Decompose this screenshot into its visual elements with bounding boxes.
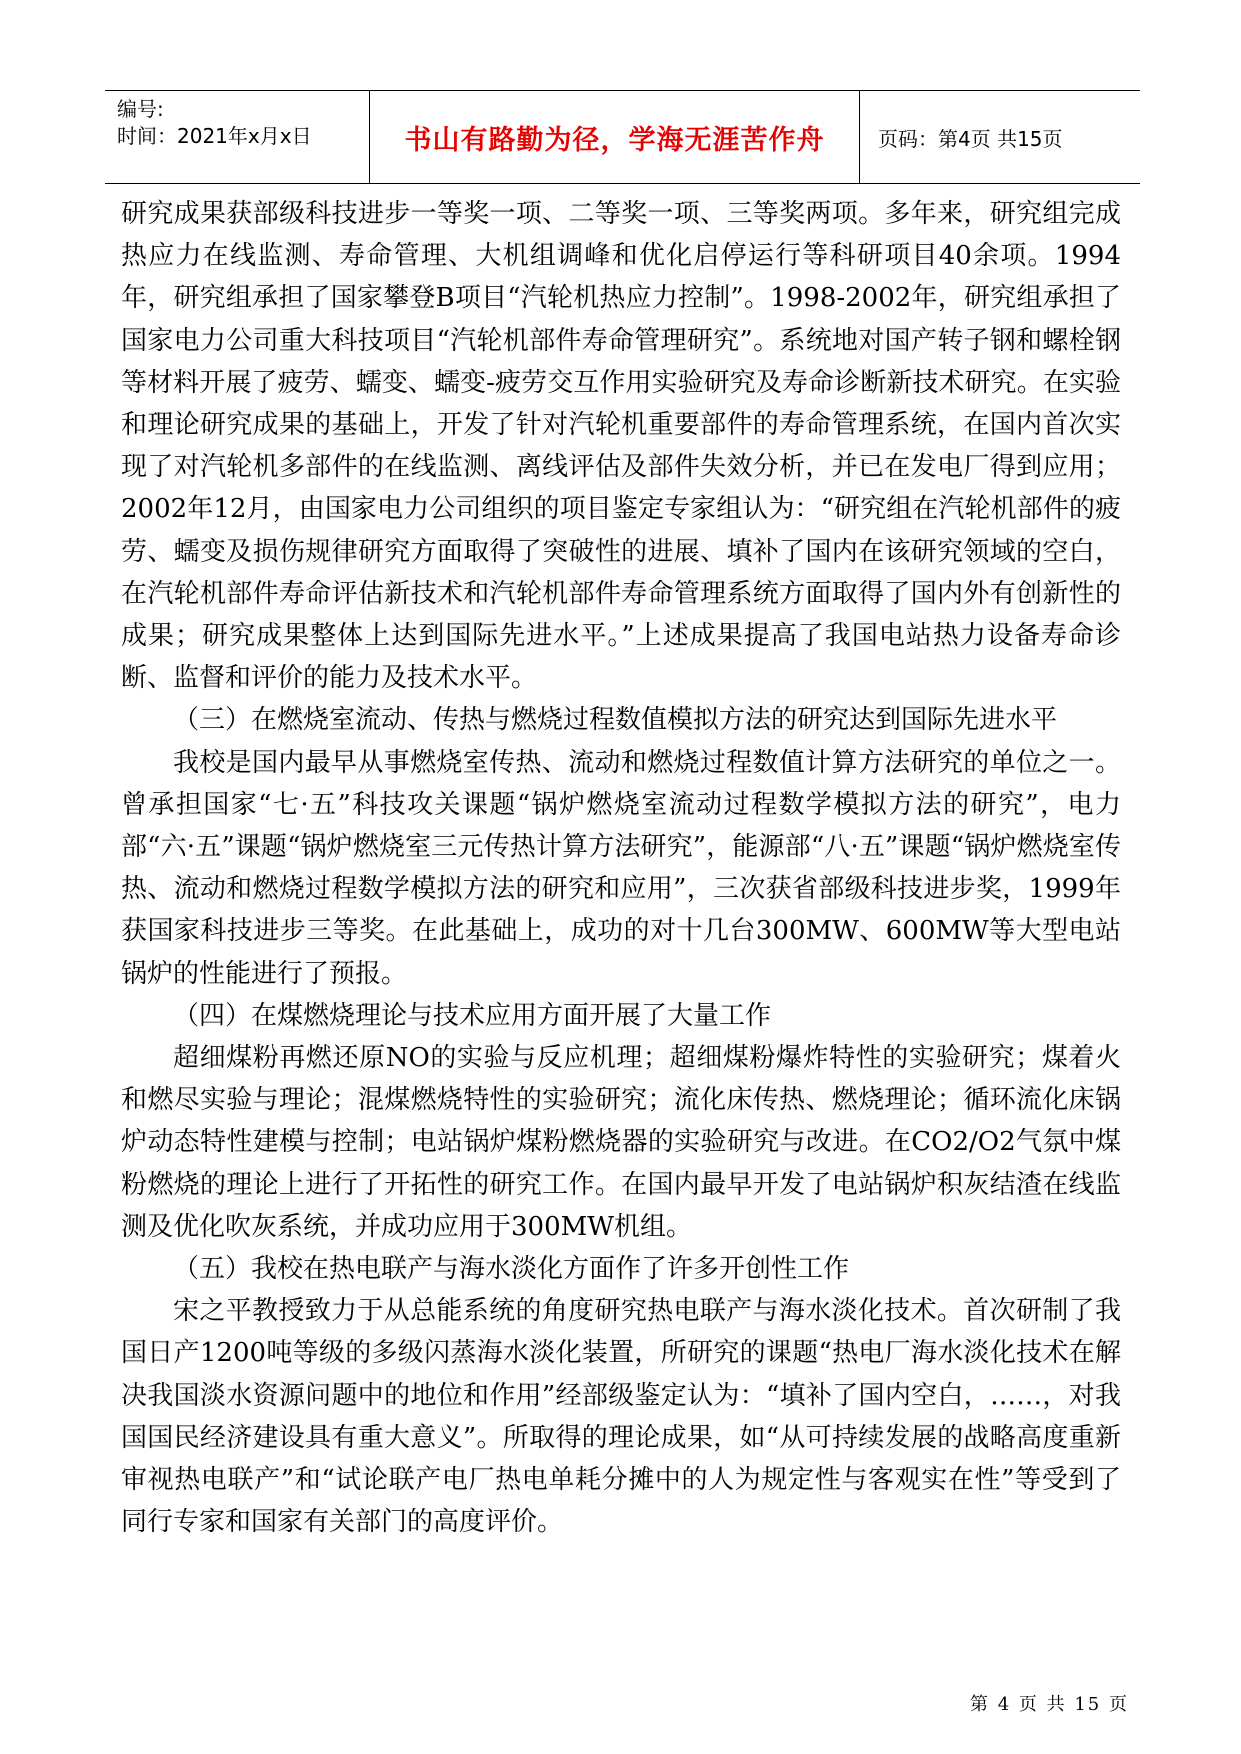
page-footer: 第 4 页 共 15 页 bbox=[970, 1694, 1129, 1715]
document-time-label: 时间：2021年x月x日 bbox=[117, 124, 312, 148]
header-meta bbox=[105, 91, 370, 183]
document-body bbox=[121, 193, 1121, 1544]
page-header bbox=[105, 90, 1140, 184]
paragraph-continuation: 研究成果获部级科技进步一等奖一项、二等奖一项、三等奖两项。多年来，研究组完成热应力在线监测、寿命管理、大机组调峰和优化启停运行等科研项目40余项。1994年，研究组承担了国家攀登B项目“汽轮机热应力控制”。1998-2002年，研究组承担了国家电力公司重大科技项目“汽轮机部件寿命管理研究”。系统地对国产转子钢和螺栓钢等材料开展了疲劳、蠕变、蠕变-疲劳交互作用实验研究及寿命诊断新技术研究。在实验和理论研究成果的基础上，开发了针对汽轮机重要部件的寿命管理系统，在国内首次实现了对汽轮机多部件的在线监测、离线评估及部件失效分析，并已在发电厂得到应用； 2002年12月，由国家电力公司组织的项目鉴定专家组认为：“研究组在汽轮机部件的疲劳、蠕变及损伤规律研究方面取得了突破性的进展、填补了国内在该研究领域的空白，在汽轮机部件寿命评估新技术和汽轮机部件寿命管理系统方面取得了国内外有创新性的成果；研究成果整体上达到国际先进水平。”上述成果提高了我国电站热力设备寿命诊断、监督和评价的能力及技术水平。 bbox=[121, 199, 1121, 694]
document-number-label: 编号: bbox=[117, 97, 164, 121]
section-heading-3: （三）在燃烧室流动、传热与燃烧过程数值模拟方法的研究达到国际先进水平 bbox=[173, 705, 1058, 736]
header-motto: 书山有路勤为径，学海无涯苦作舟 bbox=[370, 91, 860, 183]
paragraph: 超细煤粉再燃还原NO的实验与反应机理；超细煤粉爆炸特性的实验研究；煤着火和燃尽实验与理论；混煤燃烧特性的实验研究；流化床传热、燃烧理论；循环流化床锅炉动态特性建模与控制；电站锅炉煤粉燃烧器的实验研究与改进。在CO2/O2气氛中煤粉燃烧的理论上进行了开拓性的研究工作。在国内最早开发了电站锅炉积灰结渣在线监测及优化吹灰系统，并成功应用于300MW机组。 bbox=[121, 1043, 1121, 1242]
paragraph: 我校是国内最早从事燃烧室传热、流动和燃烧过程数值计算方法研究的单位之一。曾承担国家“七·五”科技攻关课题“锅炉燃烧室流动过程数学模拟方法的研究”，电力部“六·五”课题“锅炉燃烧室三元传热计算方法研究”，能源部“八·五”课题“锅炉燃烧室传热、流动和燃烧过程数学模拟方法的研究和应用”，三次获省部级科技进步奖，1999年获国家科技进步三等奖。在此基础上，成功的对十几台300MW、600MW等大型电站锅炉的性能进行了预报。 bbox=[121, 747, 1121, 989]
header-page-info: 页码：第4页 共15页 bbox=[878, 126, 1063, 151]
section-heading-5: （五）我校在热电联产与海水淡化方面作了许多开创性工作 bbox=[173, 1254, 850, 1285]
section-heading-4: （四）在煤燃烧理论与技术应用方面开展了大量工作 bbox=[173, 1000, 772, 1031]
paragraph: 宋之平教授致力于从总能系统的角度研究热电联产与海水淡化技术。首次研制了我国日产1200吨等级的多级闪蒸海水淡化装置，所研究的课题“热电厂海水淡化技术在解决我国淡水资源问题中的地位和作用”经部级鉴定认为：“填补了国内空白，……，对我国国民经济建设具有重大意义”。所取得的理论成果，如“从可持续发展的战略高度重新审视热电联产”和“试论联产电厂热电单耗分摊中的人为规定性与客观实在性”等受到了同行专家和国家有关部门的高度评价。 bbox=[121, 1296, 1121, 1538]
